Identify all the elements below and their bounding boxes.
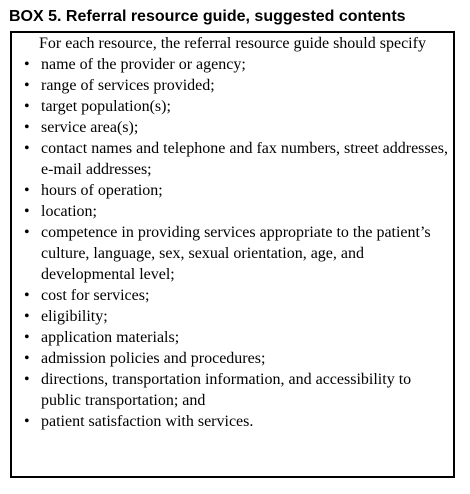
bullet-icon: • [24, 56, 30, 73]
list-item-text: service area(s); [41, 119, 139, 136]
list-item-text: range of services provided; [41, 77, 215, 94]
list-item-text: competence in providing services appropriate to the patient’s culture, language, sex, sexual orientation, age, and developmental level; [41, 224, 431, 283]
bullet-icon: • [24, 371, 30, 388]
list-item-text: patient satisfaction with services. [41, 413, 254, 430]
list-item-text: name of the provider or agency; [41, 56, 246, 73]
list-item [23, 306, 453, 327]
list-item-text: eligibility; [41, 308, 108, 325]
list-item [23, 201, 453, 222]
list-item [23, 348, 453, 369]
bullet-icon: • [24, 224, 30, 241]
list-item-text: hours of operation; [41, 182, 163, 199]
bullet-icon: • [24, 308, 30, 325]
list-item-text: admission policies and procedures; [41, 350, 266, 367]
list-item [23, 117, 453, 138]
list-item-text: cost for services; [41, 287, 150, 304]
bullet-icon: • [24, 203, 30, 220]
list-item [23, 222, 453, 285]
list-item [23, 369, 453, 411]
list-item-text: application materials; [41, 329, 180, 346]
bullet-icon: • [24, 77, 30, 94]
list-item-text: location; [41, 203, 97, 220]
intro-text: For each resource, the referral resource guide should specify [39, 35, 426, 52]
bullet-icon: • [24, 413, 30, 430]
bullet-icon: • [24, 140, 30, 157]
list-item [23, 96, 453, 117]
list-item-text: contact names and telephone and fax numbers, street addresses, e-mail addresses; [41, 140, 448, 178]
bullet-icon: • [24, 119, 30, 136]
list-item-text: target population(s); [41, 98, 171, 115]
bullet-icon: • [24, 182, 30, 199]
list-item-text: directions, transportation information, and accessibility to public transportation; and [41, 371, 412, 409]
list-item [23, 327, 453, 348]
box-body [23, 33, 453, 432]
list-item [23, 411, 453, 432]
bullet-icon: • [24, 287, 30, 304]
list-item [23, 75, 453, 96]
list-item [23, 54, 453, 75]
resource-item-list [23, 54, 453, 432]
bullet-icon: • [24, 350, 30, 367]
list-item [23, 285, 453, 306]
bullet-icon: • [24, 329, 30, 346]
list-item [23, 138, 453, 180]
box-title: BOX 5. Referral resource guide, suggested contents [9, 8, 406, 25]
list-item [23, 180, 453, 201]
bullet-icon: • [24, 98, 30, 115]
